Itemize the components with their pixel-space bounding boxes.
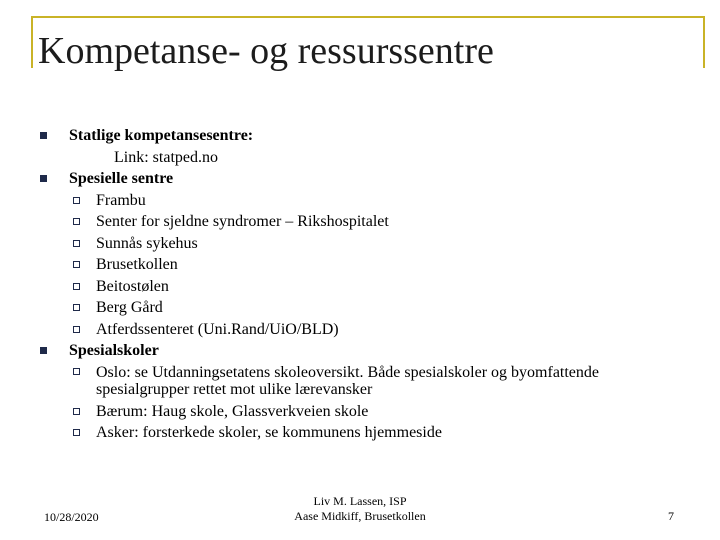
section-statlige [40,125,680,147]
hollow-square-bullet-icon [73,326,80,333]
footer-author [240,494,480,524]
hollow-square-bullet-icon [73,261,80,268]
section-heading: Spesielle sentre [69,170,174,187]
hollow-square-bullet-icon [73,283,80,290]
hollow-square-bullet-icon [73,240,80,247]
list-item [40,319,680,341]
title-frame-top [31,16,705,18]
list-item-text: Brusetkollen [96,256,178,273]
title-frame-left [31,16,33,68]
footer-author-line2: Aase Midkiff, Brusetkollen [294,509,426,523]
list-item [40,422,680,444]
list-item-text: Oslo: se Utdanningsetatens skoleoversikt. Både spesialskoler og byomfattende spesialgrupper rettet mot ulike lærevansker [96,363,600,398]
list-item [40,362,680,401]
square-bullet-icon [40,347,47,354]
list-item [40,297,680,319]
section-spesialskoler [40,340,680,362]
section-heading: Spesialskoler [69,342,159,359]
square-bullet-icon [40,175,47,182]
hollow-square-bullet-icon [73,429,80,436]
hollow-square-bullet-icon [73,368,80,375]
list-item-text: Berg Gård [96,299,163,316]
list-item-text: Bærum: Haug skole, Glassverkveien skole [96,402,369,420]
list-item [40,190,680,212]
square-bullet-icon [40,132,47,139]
page-number: 7 [668,509,674,523]
list-item [40,276,680,298]
list-item-text: Atferdssenteret (Uni.Rand/UiO/BLD) [96,320,339,338]
list-item-text: Asker: forsterkede skoler, se kommunens hjemmeside [96,424,442,441]
list-item-text: Frambu [96,191,146,209]
hollow-square-bullet-icon [73,197,80,204]
footer-author-line1: Liv M. Lassen, ISP [313,494,407,508]
hollow-square-bullet-icon [73,218,80,225]
list-item [40,401,680,423]
list-item-text: Senter for sjeldne syndromer – Rikshospitalet [96,213,389,230]
list-item [40,254,680,276]
statped-link[interactable]: Link: statped.no [114,148,218,166]
slide-title: Kompetanse- og ressurssentre [38,30,494,72]
hollow-square-bullet-icon [73,304,80,311]
section-spesielle-sentre [40,168,680,190]
list-item-text: Sunnås sykehus [96,234,198,252]
list-item-text: Beitostølen [96,277,169,295]
hollow-square-bullet-icon [73,408,80,415]
footer-date: 10/28/2020 [44,510,99,524]
list-item [40,211,680,233]
section-heading: Statlige kompetansesentre: [69,127,254,144]
list-item [40,233,680,255]
title-frame-right [703,16,705,68]
slide-body [40,125,680,444]
